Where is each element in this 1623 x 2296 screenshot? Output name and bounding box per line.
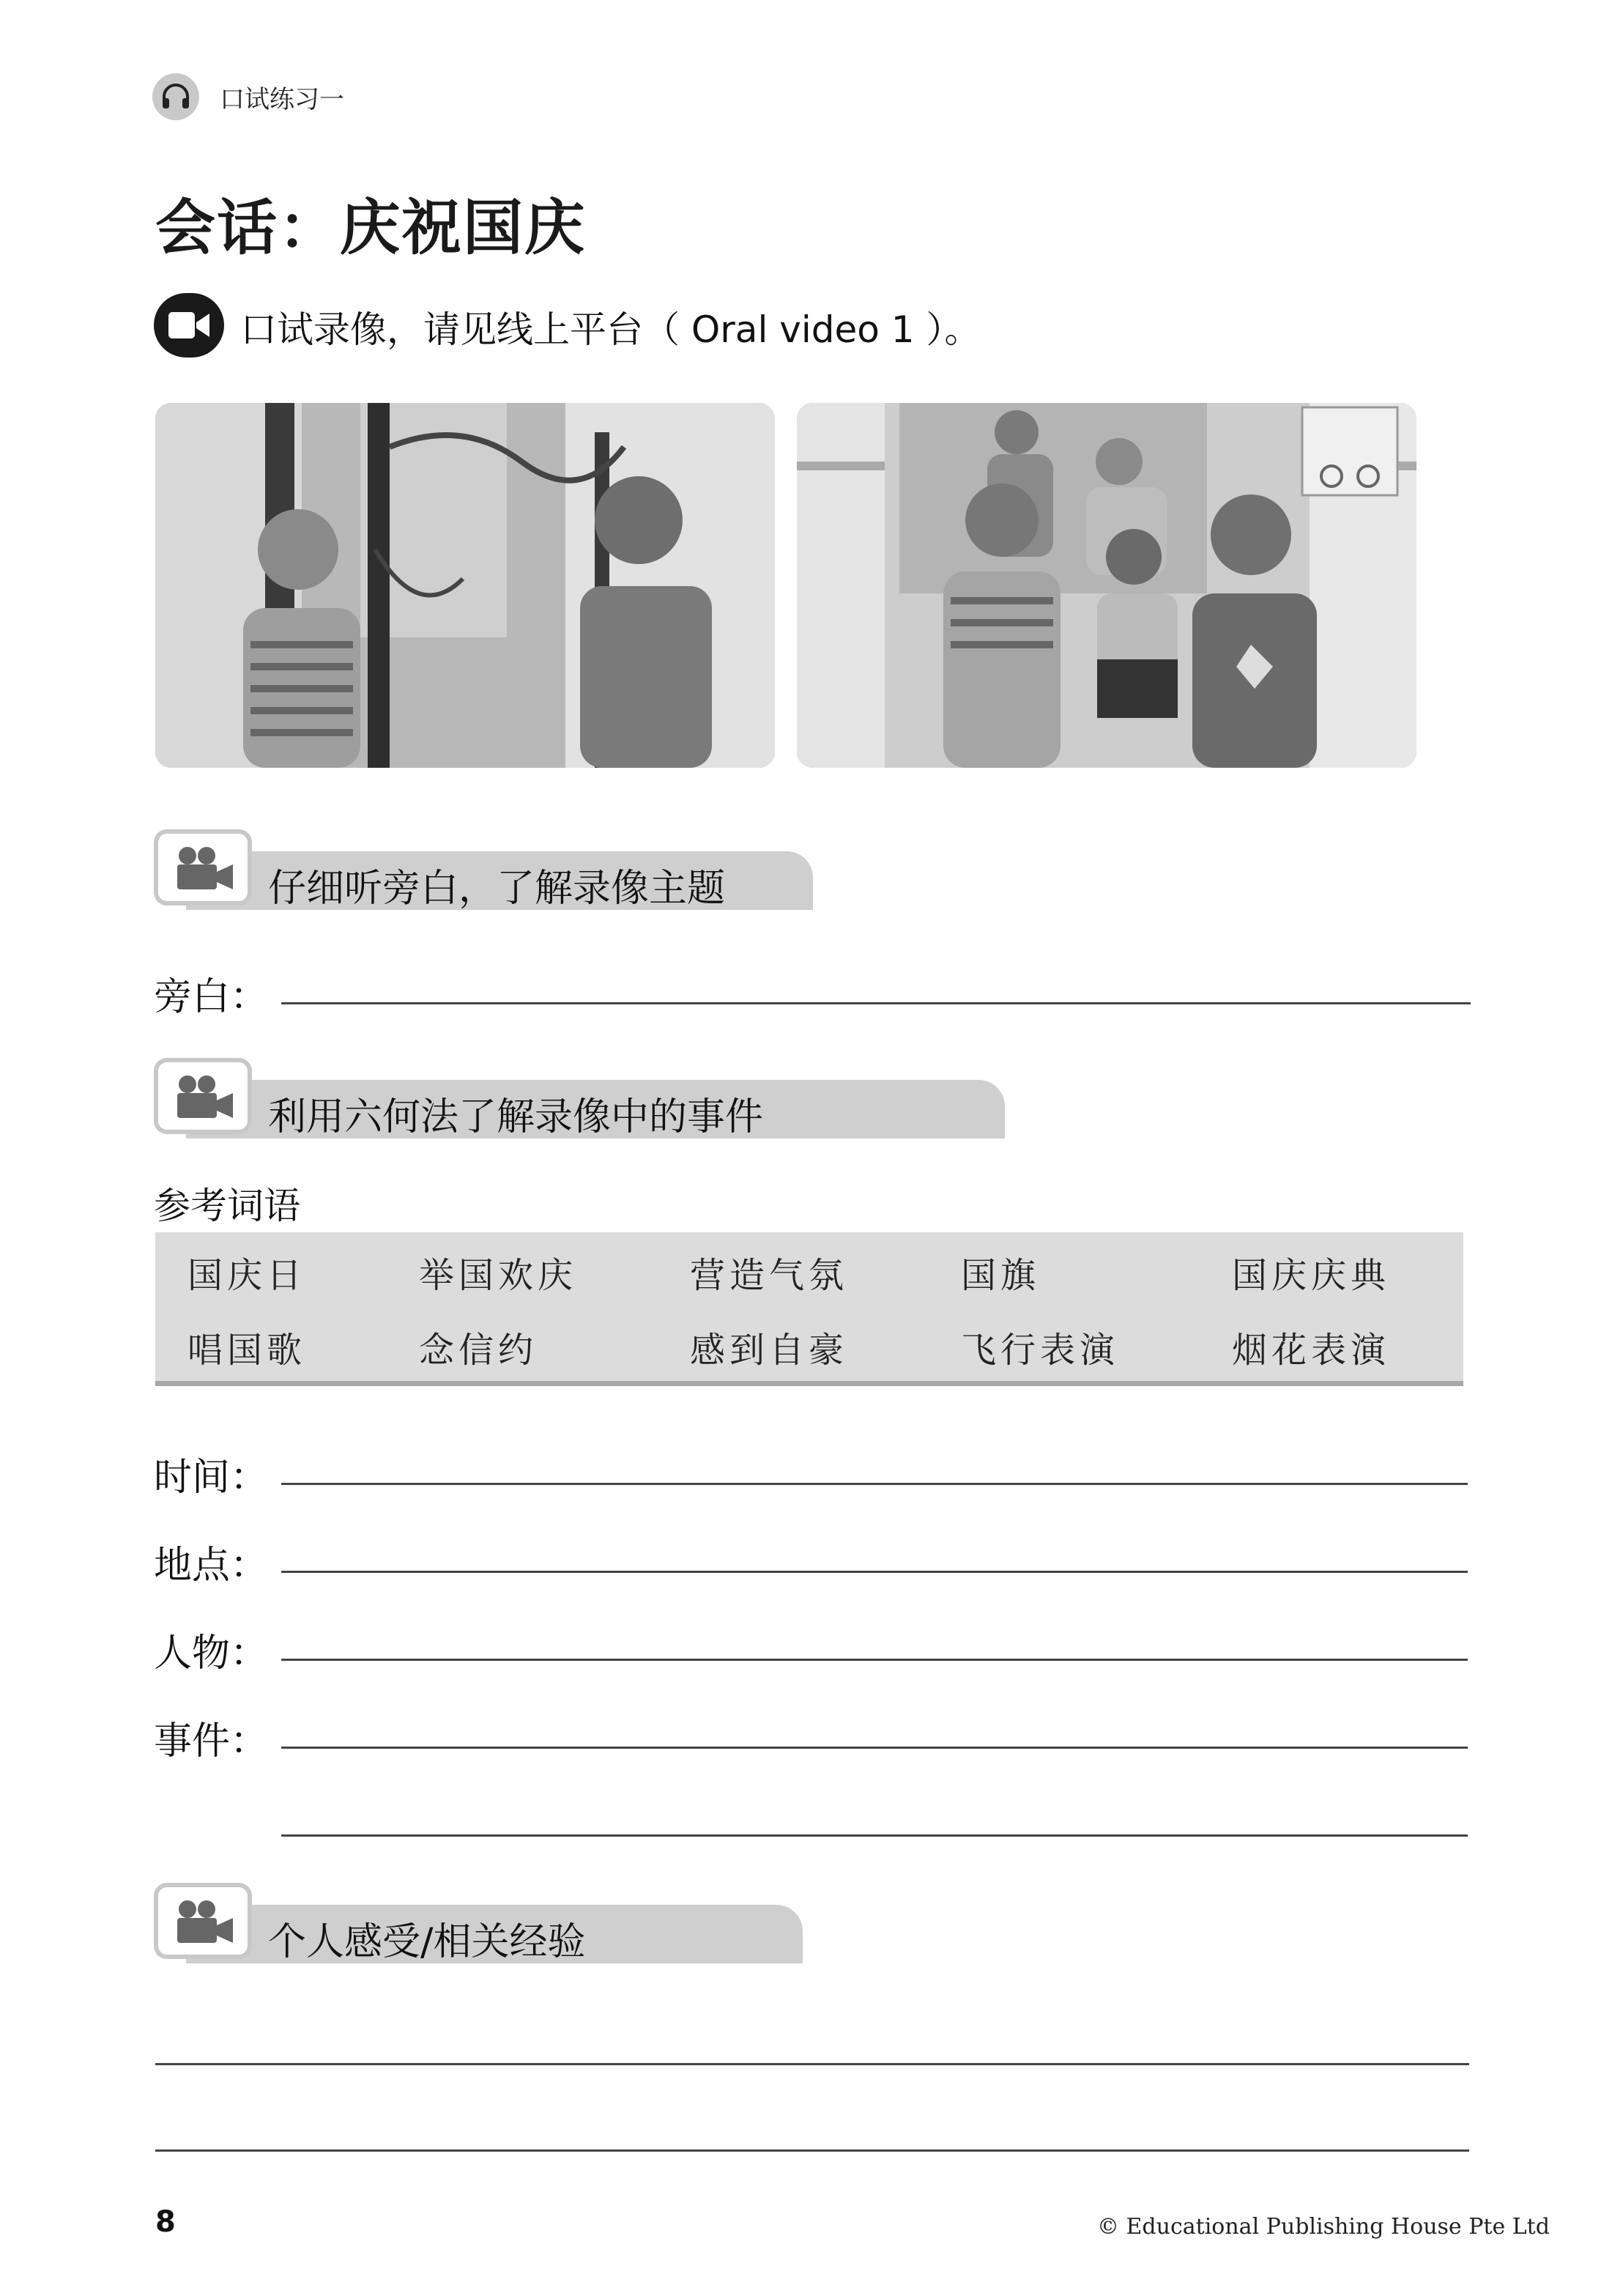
- section-events-header: [154, 1058, 813, 1138]
- reference-word-bank: [155, 1232, 1463, 1386]
- reference-word: 感到自豪: [690, 1330, 849, 1371]
- event-answer-line[interactable]: [281, 1834, 1468, 1837]
- section-narration-title: 仔细听旁白，了解录像主题: [268, 867, 726, 911]
- section-feelings-title: 个人感受/相关经验: [268, 1920, 586, 1964]
- reference-word: 唱国歌: [187, 1330, 307, 1371]
- place-label: 地点：: [154, 1544, 269, 1588]
- event-label: 事件：: [154, 1719, 269, 1763]
- time-label: 时间：: [154, 1456, 269, 1500]
- video-camera-icon: [154, 293, 224, 358]
- reference-word: 举国欢庆: [419, 1255, 578, 1296]
- film-camera-icon: [154, 1883, 252, 1959]
- page-title: 会话：庆祝国庆: [155, 193, 587, 263]
- reference-word: 国庆日: [187, 1255, 307, 1296]
- narration-answer-line[interactable]: [281, 1002, 1471, 1004]
- headphones-icon: [152, 73, 199, 120]
- feelings-answer-line[interactable]: [155, 2149, 1469, 2152]
- reference-word: 国庆庆典: [1232, 1255, 1391, 1296]
- section-feelings-header: [154, 1883, 813, 1963]
- reference-word: 营造气氛: [690, 1255, 849, 1296]
- feelings-answer-line[interactable]: [155, 2063, 1469, 2065]
- page-number: 8: [155, 2205, 176, 2239]
- photo-children-at-gate: [155, 403, 775, 768]
- people-answer-line[interactable]: [281, 1659, 1468, 1661]
- photo-family-in-corridor: [797, 403, 1416, 768]
- exercise-label: 口试练习一: [220, 85, 344, 114]
- time-answer-line[interactable]: [281, 1483, 1468, 1485]
- narration-label: 旁白：: [154, 975, 269, 1019]
- film-camera-icon: [154, 829, 252, 906]
- reference-word: 国旗: [961, 1255, 1041, 1296]
- reference-word: 烟花表演: [1232, 1330, 1391, 1371]
- reference-word: 念信约: [419, 1330, 538, 1371]
- section-narration-header: [154, 829, 813, 910]
- place-answer-line[interactable]: [281, 1571, 1468, 1573]
- copyright-notice: © Educational Publishing House Pte Ltd: [1097, 2214, 1550, 2240]
- reference-word: 飞行表演: [961, 1330, 1120, 1371]
- section-events-title: 利用六何法了解录像中的事件: [268, 1095, 764, 1139]
- oral-video-note: 口试录像，请见线上平台（ Oral video 1 ）。: [240, 308, 981, 351]
- event-answer-line[interactable]: [281, 1747, 1468, 1749]
- people-label: 人物：: [154, 1632, 269, 1675]
- film-camera-icon: [154, 1058, 252, 1134]
- reference-words-title: 参考词语: [154, 1185, 300, 1227]
